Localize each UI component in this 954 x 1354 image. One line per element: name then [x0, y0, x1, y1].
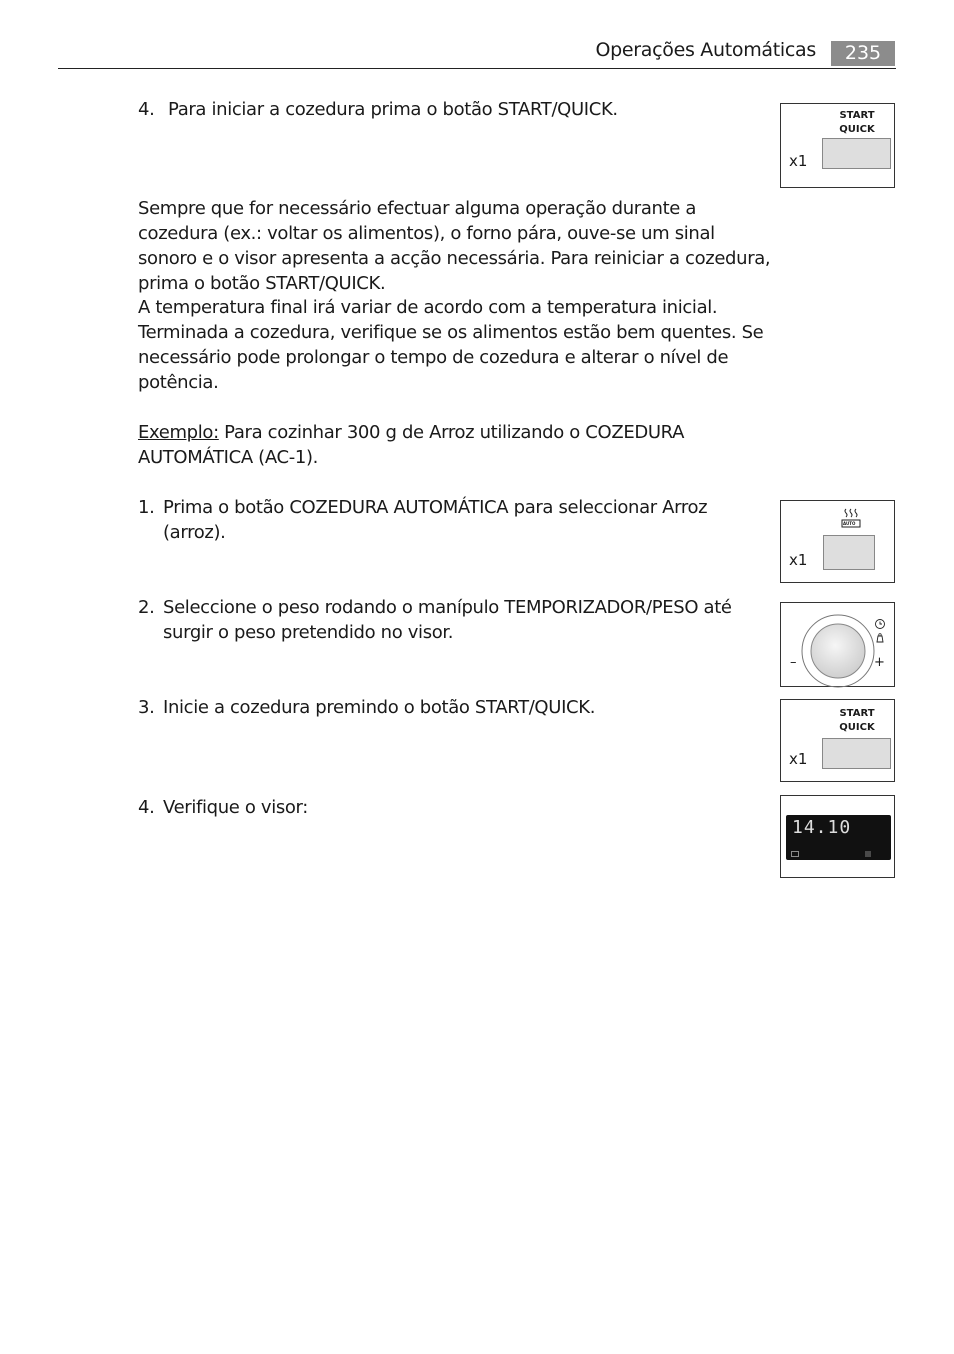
start-quick-panel-2 [780, 699, 895, 782]
start-quick-label: START QUICK [839, 708, 875, 733]
clock-icon [874, 618, 886, 630]
paragraph-operation: Sempre que for necessário efectuar alguma operação durante a cozedura (ex.: voltar os alimentos), o forno pára, ouve-se um sinal sonoro e o visor apresenta a acção necessária. Para reiniciar a cozedura, prima o botão START/QUICK. [138, 198, 771, 294]
press-count: x1 [789, 750, 808, 768]
auto-cook-icon [840, 507, 862, 529]
step-text: Inicie a cozedura premindo o botão START/QUICK. [163, 697, 596, 718]
start-quick-button[interactable] [822, 138, 891, 169]
step-number: 1. [138, 497, 155, 518]
example-paragraph [138, 420, 778, 470]
paragraph-temperature: A temperatura final irá variar de acordo com a temperatura inicial. Terminada a cozedura, verifique se os alimentos estão bem quentes. Se necessário pode prolongar o tempo de cozedura e alterar o nível de potência. [138, 297, 764, 393]
grill-indicator-icon [864, 851, 872, 857]
oven-display [786, 815, 891, 860]
example-label: Exemplo: [138, 422, 219, 443]
auto-label: AUTO [843, 521, 856, 526]
start-quick-label: START QUICK [839, 110, 875, 135]
oven-display-panel [780, 795, 895, 878]
page-number: 235 [831, 41, 895, 66]
step-number: 2. [138, 597, 155, 618]
step-text: Verifique o visor: [163, 797, 308, 818]
dial-minus-label: – [790, 655, 797, 670]
auto-cook-panel [780, 500, 895, 583]
header-rule [58, 68, 896, 69]
step-text: Para iniciar a cozedura prima o botão START/QUICK. [168, 99, 618, 120]
display-readout: 14.10 [792, 817, 852, 838]
timer-weight-dial[interactable] [781, 603, 896, 688]
weight-icon [874, 632, 886, 644]
dial-plus-label: + [874, 655, 885, 670]
start-quick-panel [780, 103, 895, 188]
press-count: x1 [789, 551, 808, 569]
start-quick-button-2[interactable] [822, 738, 891, 769]
step-number: 4. [138, 797, 155, 818]
microwave-indicator-icon [791, 851, 799, 857]
step-text: Prima o botão COZEDURA AUTOMÁTICA para seleccionar Arroz (arroz). [163, 497, 708, 543]
step-number: 4. [138, 99, 155, 120]
timer-weight-panel [780, 602, 895, 687]
step-text: Seleccione o peso rodando o manípulo TEMPORIZADOR/PESO até surgir o peso pretendido no visor. [163, 597, 732, 643]
press-count: x1 [789, 152, 808, 170]
auto-cook-button[interactable] [823, 535, 875, 570]
step-number: 3. [138, 697, 155, 718]
example-text: Para cozinhar 300 g de Arroz utilizando o COZEDURA AUTOMÁTICA (AC-1). [138, 422, 685, 468]
section-title: Operações Automáticas [595, 39, 816, 61]
